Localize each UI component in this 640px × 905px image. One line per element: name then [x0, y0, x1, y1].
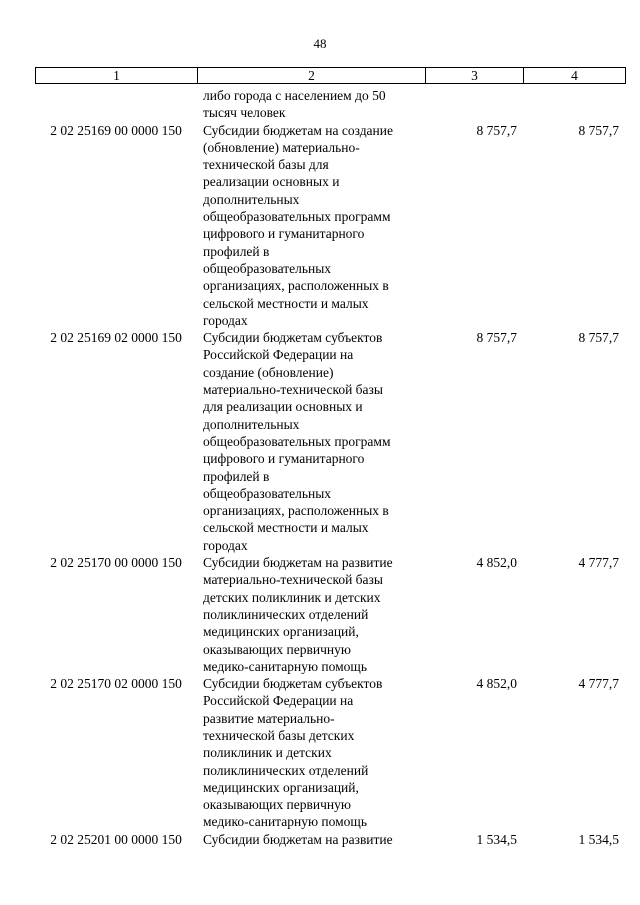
description-line: городах — [203, 537, 248, 553]
table-body — [35, 87, 625, 848]
header-col-1: 1 — [36, 68, 198, 84]
row-description — [197, 675, 425, 831]
amount-col-4: 8 757,7 — [578, 122, 619, 138]
description-line: материально-технической базы — [203, 572, 383, 588]
description-line: Субсидии бюджетам субъектов — [203, 330, 383, 346]
description-line: оказывающих первичную — [203, 797, 351, 813]
description-line: Субсидии бюджетам на создание — [203, 122, 393, 138]
description-line: Российской Федерации на — [203, 693, 354, 709]
row-description — [197, 122, 425, 330]
description-line: поликлиник и детских — [203, 745, 332, 761]
description-line: общеобразовательных — [203, 485, 332, 501]
page-number: 48 — [313, 36, 327, 51]
budget-code — [35, 87, 197, 122]
description-line: профилей в — [203, 243, 270, 259]
table-row — [35, 675, 625, 831]
description-line: профилей в — [203, 468, 270, 484]
description-line: Субсидии бюджетам субъектов — [203, 676, 383, 692]
row-description — [197, 329, 425, 554]
description-line: технической базы для — [203, 157, 329, 173]
budget-code: 2 02 25170 00 0000 150 — [50, 555, 182, 571]
table-row — [35, 87, 625, 122]
description-line: (обновление) материально- — [203, 139, 360, 155]
description-line: развитие материально- — [203, 710, 335, 726]
description-line: медико-санитарную помощь — [203, 814, 367, 830]
description-line: создание (обновление) — [203, 364, 334, 380]
description-line: Субсидии бюджетам на развитие — [203, 555, 393, 571]
description-line: сельской местности и малых — [203, 520, 369, 536]
budget-code: 2 02 25169 00 0000 150 — [50, 122, 182, 138]
budget-code: 2 02 25169 02 0000 150 — [50, 330, 182, 346]
description-line: поликлинических отделений — [203, 762, 369, 778]
table-row — [35, 554, 625, 675]
description-line: общеобразовательных программ — [203, 433, 391, 449]
description-line: Субсидии бюджетам на развитие — [203, 831, 393, 847]
description-line: организациях, расположенных в — [203, 503, 389, 519]
header-col-4: 4 — [524, 68, 626, 84]
description-line: медицинских организаций, — [203, 779, 359, 795]
budget-code: 2 02 25170 02 0000 150 — [50, 676, 182, 692]
row-description — [197, 831, 425, 848]
description-line: организациях, расположенных в — [203, 278, 389, 294]
description-line: цифрового и гуманитарного — [203, 451, 365, 467]
description-line: детских поликлиник и детских — [203, 589, 381, 605]
amount-col-4: 1 534,5 — [578, 831, 619, 847]
table-row — [35, 329, 625, 554]
description-line: технической базы детских — [203, 727, 355, 743]
header-col-3: 3 — [426, 68, 524, 84]
description-line: медицинских организаций, — [203, 624, 359, 640]
description-line: дополнительных — [203, 191, 300, 207]
description-line: дополнительных — [203, 416, 300, 432]
description-line: Российской Федерации на — [203, 347, 354, 363]
description-line: либо города с населением до 50 — [203, 88, 386, 103]
description-line: материально-технической базы — [203, 382, 383, 398]
amount-col-3 — [425, 87, 523, 122]
amount-col-3: 4 852,0 — [476, 676, 517, 692]
amount-col-3: 1 534,5 — [476, 831, 517, 847]
row-description — [197, 554, 425, 675]
amount-col-4: 8 757,7 — [578, 330, 619, 346]
amount-col-3: 8 757,7 — [476, 330, 517, 346]
amount-col-4 — [523, 87, 625, 122]
description-line: тысяч человек — [203, 105, 286, 121]
table-row — [35, 831, 625, 848]
header-col-2: 2 — [198, 68, 426, 84]
description-line: реализации основных и — [203, 174, 340, 190]
description-line: для реализации основных и — [203, 399, 363, 415]
description-line: городах — [203, 312, 248, 328]
amount-col-4: 4 777,7 — [578, 676, 619, 692]
description-line: сельской местности и малых — [203, 295, 369, 311]
description-line: медико-санитарную помощь — [203, 658, 367, 674]
table-header — [35, 67, 626, 84]
amount-col-4: 4 777,7 — [578, 555, 619, 571]
row-description — [197, 87, 425, 122]
description-line: цифрового и гуманитарного — [203, 226, 365, 242]
description-line: общеобразовательных — [203, 260, 332, 276]
description-line: общеобразовательных программ — [203, 209, 391, 225]
amount-col-3: 8 757,7 — [476, 122, 517, 138]
budget-code: 2 02 25201 00 0000 150 — [50, 831, 182, 847]
description-line: оказывающих первичную — [203, 641, 351, 657]
table-row — [35, 122, 625, 330]
amount-col-3: 4 852,0 — [476, 555, 517, 571]
description-line: поликлинических отделений — [203, 606, 369, 622]
